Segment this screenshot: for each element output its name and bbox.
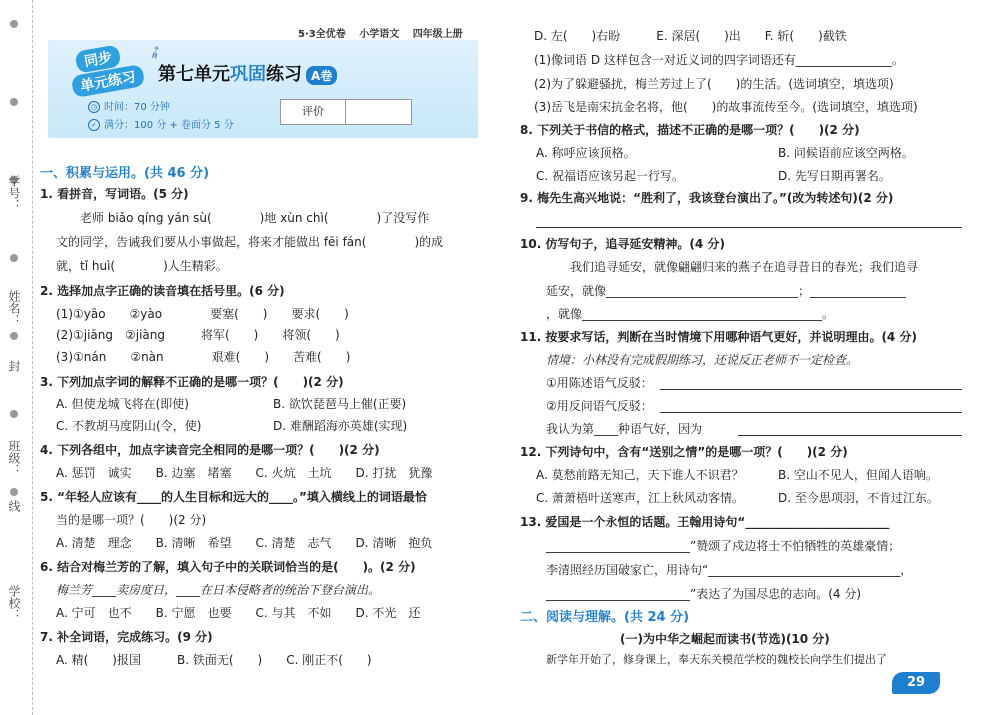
q11-sub3-line[interactable]: [738, 434, 962, 436]
left-page: [38, 0, 490, 715]
right-page: [510, 0, 980, 715]
q4-options[interactable]: A. 惩罚 诚实 B. 边塞 堵塞 C. 火炕 土坑 D. 打扰 犹豫: [56, 466, 433, 480]
q4-title: 4. 下列各组中，加点字读音完全相同的是哪一项？( )(2 分): [40, 443, 380, 457]
student-id-label: 学号：: [7, 175, 21, 211]
q11-context: 情境：小林没有完成假期练习，还说反正老师不一定检查。: [546, 353, 859, 367]
q13-line2[interactable]: ________________________”赞颂了戍边将士不怕牺牲的英雄豪情；: [546, 539, 901, 553]
title-highlight: 巩固: [230, 64, 266, 85]
reading-line1: 新学年开始了，修身课上，奉天东关模范学校的魏校长向学生们提出了: [546, 653, 887, 666]
q7-sub1[interactable]: (1)像词语 D 这样包含一对近义词的四字词语还有________________。: [534, 53, 904, 67]
badge-line2: 单元练习: [71, 64, 146, 98]
title-banner: [48, 40, 478, 138]
page-number: 29: [892, 672, 940, 694]
evaluation-field[interactable]: [346, 100, 411, 124]
binding-hole: [10, 488, 18, 496]
q10-line3[interactable]: ，就像________________________________________。: [546, 307, 835, 321]
title-prefix: 第七单元: [158, 64, 230, 85]
q12-title: 12. 下列诗句中，含有“送别之情”的是哪一项？( )(2 分): [520, 445, 848, 459]
sync-badge: [58, 39, 168, 98]
version-badge: A卷: [306, 66, 337, 85]
q3-option-a[interactable]: A. 但使龙城飞将在(即使): [56, 397, 189, 411]
q8-option-d[interactable]: D. 先写日期再署名。: [778, 169, 891, 183]
section-2-heading: 二、阅读与理解。(共 24 分): [520, 610, 690, 625]
binding-hole: [10, 410, 18, 418]
q11-sub2-line[interactable]: [660, 411, 962, 413]
q6-line1: 6. 结合对梅兰芳的了解，填入句子中的关联词恰当的是( )。(2 分): [40, 560, 416, 574]
clock-icon: ◷: [88, 101, 100, 113]
binding-hole: [10, 98, 18, 106]
evaluation-label: 评价: [281, 100, 346, 124]
q7-options-def[interactable]: D. 左( )右盼 E. 深居( )出 F. 斩( )截铁: [534, 29, 847, 43]
q1-line3[interactable]: 就，tǐ huì( )人生精彩。: [56, 259, 228, 273]
name-label: 姓名：: [7, 290, 21, 326]
q12-option-c[interactable]: C. 萧萧梧叶送寒声，江上秋风动客情。: [536, 491, 745, 505]
q2-row3[interactable]: (3)①nán ②nàn 艰难( ) 苦难( ): [56, 350, 351, 364]
q7-title: 7. 补全词语，完成练习。(9 分): [40, 630, 213, 644]
subject-name: 小学语文: [359, 29, 400, 40]
rocket-icon: ➶: [143, 39, 168, 66]
q5-options[interactable]: A. 清楚 理念 B. 清晰 希望 C. 清楚 志气 D. 清晰 抱负: [56, 536, 433, 550]
line-mark: 线: [7, 500, 21, 512]
q11-sub2: ②用反问语气反驳：: [546, 399, 653, 413]
q1-line1[interactable]: 老师 biǎo qíng yán sù( )地 xùn chì( )了没写作: [80, 211, 430, 225]
q10-title: 10. 仿写句子，追寻延安精神。(4 分): [520, 237, 725, 251]
q7-options-abc[interactable]: A. 精( )报国 B. 铁面无( ) C. 刚正不( ): [56, 653, 372, 667]
q7-sub3[interactable]: (3)岳飞是南宋抗金名将，他( )的故事流传至今。(选词填空，填选项): [534, 100, 918, 114]
q2-row2[interactable]: (2)①jiāng ②jiàng 将军( ) 将领( ): [56, 328, 340, 342]
check-icon: ✓: [88, 119, 100, 131]
section-1-heading: 一、积累与运用。(共 46 分): [40, 166, 210, 181]
q11-title: 11. 按要求写话，判断在当时情境下用哪种语气更好，并说明理由。(4 分): [520, 330, 917, 344]
q10-line1: 我们追寻延安，就像翩翩归来的燕子在追寻昔日的春光；我们追寻: [570, 260, 919, 274]
q8-option-a[interactable]: A. 称呼应该顶格。: [536, 146, 636, 160]
badge-line1: 同步: [74, 44, 121, 73]
seal-mark: 封: [7, 360, 21, 372]
score-info: [88, 116, 234, 131]
q9-title: 9. 梅先生高兴地说：“胜利了，我该登台演出了。”(改为转述句)(2 分): [520, 191, 894, 205]
q8-title: 8. 下列关于书信的格式，描述不正确的是哪一项？( )(2 分): [520, 123, 860, 137]
binding-hole: [10, 254, 18, 262]
binding-strip: [0, 0, 33, 715]
time-text: 时间：70 分钟: [104, 102, 170, 113]
q3-option-d[interactable]: D. 难酬蹈海亦英雄(实现): [273, 419, 408, 433]
reading-title: (一)为中华之崛起而读书(节选)(10 分): [620, 632, 830, 646]
q11-sub1: ①用陈述语气反驳：: [546, 376, 653, 390]
q12-option-b[interactable]: B. 空山不见人，但闻人语响。: [778, 468, 938, 482]
q12-option-d[interactable]: D. 至今思项羽，不肯过江东。: [778, 491, 939, 505]
q6-line2: 梅兰芳____卖房度日，____在日本侵略者的统治下登台演出。: [56, 583, 381, 597]
q13-line4[interactable]: ________________________”表达了为国尽忠的志向。(4 分): [546, 587, 862, 601]
evaluation-box: [280, 99, 412, 125]
time-info: [88, 98, 170, 113]
score-text: 满分：100 分 + 卷面分 5 分: [104, 120, 234, 131]
q8-option-c[interactable]: C. 祝福语应该另起一行写。: [536, 169, 685, 183]
q13-line3[interactable]: 李清照经历国破家亡，用诗句“________________________________，: [546, 563, 913, 577]
q5-line2: 当的是哪一项？( )(2 分): [56, 513, 207, 527]
series-name: 5·3全优卷: [298, 29, 346, 40]
q5-line1: 5. “年轻人应该有____的人生目标和远大的____。”填入横线上的词语最恰: [40, 490, 427, 504]
q10-line2[interactable]: 延安，就像________________________________；________________: [546, 284, 907, 298]
q2-title: 2. 选择加点字正确的读音填在括号里。(6 分): [40, 284, 285, 298]
q6-options[interactable]: A. 宁可 也不 B. 宁愿 也要 C. 与其 不如 D. 不光 还: [56, 606, 421, 620]
binding-hole: [10, 20, 18, 28]
class-label: 班级：: [7, 440, 21, 476]
q3-title: 3. 下列加点字词的解释不正确的是哪一项？( )(2 分): [40, 375, 344, 389]
page-header: [298, 25, 473, 40]
q2-row1[interactable]: (1)①yāo ②yào 要塞( ) 要求( ): [56, 307, 349, 321]
q3-option-b[interactable]: B. 欲饮琵琶马上催(正要): [273, 397, 407, 411]
q7-sub2[interactable]: (2)为了躲避骚扰，梅兰芳过上了( )的生活。(选词填空，填选项): [534, 77, 894, 91]
q1-line2[interactable]: 文的同学，告诫我们要从小事做起，将来才能做出 fēi fán( )的成: [56, 235, 444, 249]
grade-name: 四年级上册: [412, 29, 463, 40]
binding-hole: [10, 332, 18, 340]
q9-answer-line[interactable]: [536, 226, 962, 228]
title-suffix: 练习: [266, 64, 302, 85]
q3-option-c[interactable]: C. 不教胡马度阴山(令，使): [56, 419, 202, 433]
q11-sub1-line[interactable]: [660, 388, 962, 390]
q8-option-b[interactable]: B. 问候语前应该空两格。: [778, 146, 914, 160]
q12-option-a[interactable]: A. 莫愁前路无知己，天下谁人不识君？: [536, 468, 744, 482]
page-title: [158, 60, 337, 86]
q11-sub3: 我认为第____种语气好，因为: [546, 422, 703, 436]
school-label: 学校：: [7, 585, 21, 621]
q1-title: 1. 看拼音，写词语。(5 分): [40, 187, 189, 201]
q13-line1[interactable]: 13. 爱国是一个永恒的话题。王翰用诗句“________________________: [520, 515, 890, 529]
